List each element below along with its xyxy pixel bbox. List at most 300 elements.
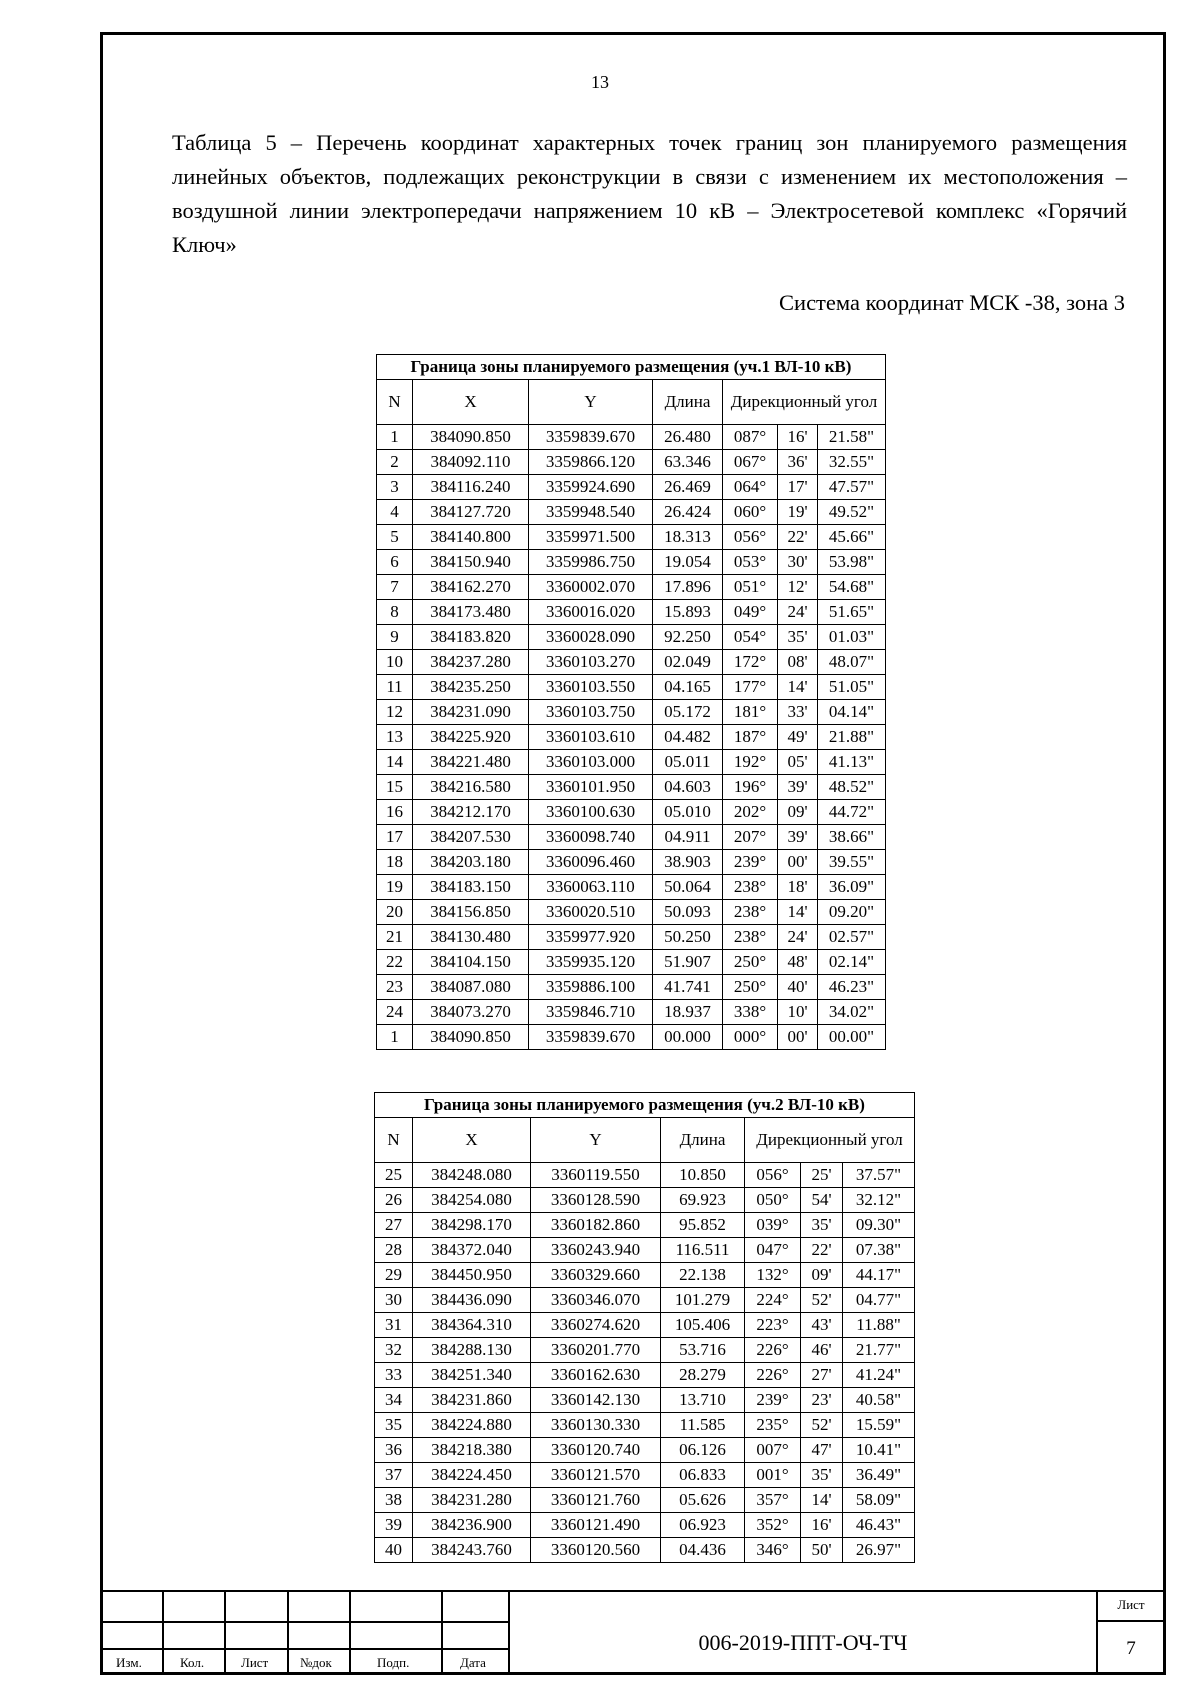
coord-y: 3359866.120 [529,450,653,475]
angle-degrees: 054° [723,625,778,650]
coord-x: 384236.900 [413,1513,531,1538]
segment-length: 02.049 [653,650,723,675]
angle-minutes: 35' [778,625,818,650]
coord-y: 3359986.750 [529,550,653,575]
table-row [375,1463,915,1488]
stamp-label-sheet: Лист [241,1655,269,1670]
angle-minutes: 00' [778,1025,818,1050]
coordinate-system-label: Система координат МСК -38, зона 3 [779,290,1125,315]
coord-y: 3360098.740 [529,825,653,850]
angle-degrees: 001° [745,1463,801,1488]
table-row [375,1513,915,1538]
coord-x: 384243.760 [413,1538,531,1563]
stamp-label-signature: Подп. [377,1655,410,1670]
header-angle: Дирекционный угол [745,1118,915,1163]
angle-degrees: 177° [723,675,778,700]
segment-length: 51.907 [653,950,723,975]
segment-length: 04.165 [653,675,723,700]
coord-y: 3360028.090 [529,625,653,650]
point-number: 28 [375,1238,413,1263]
table-row [377,900,886,925]
point-number: 16 [377,800,413,825]
coord-x: 384156.850 [413,900,529,925]
table-row [377,525,886,550]
angle-seconds: 37.57" [843,1163,915,1188]
table-caption: Таблица 5 – Перечень координат характерных точек границ зон планируемого размещения линейных объектов, подлежащих реконструкции в связи с изменением их местоположения – воздушной линии электропередачи напряжением 10 кВ – Электросетевой комплекс «Горячий Ключ» [172,130,1127,257]
angle-degrees: 357° [745,1488,801,1513]
table-row [375,1313,915,1338]
angle-degrees: 087° [723,425,778,450]
coord-x: 384140.800 [413,525,529,550]
segment-length: 53.716 [661,1338,745,1363]
angle-degrees: 056° [723,525,778,550]
table-row [377,875,886,900]
point-number: 1 [377,425,413,450]
table-row [375,1338,915,1363]
point-number: 12 [377,700,413,725]
table-row [377,775,886,800]
table-row [377,925,886,950]
coord-x: 384231.860 [413,1388,531,1413]
coord-x: 384254.080 [413,1188,531,1213]
coord-y: 3359846.710 [529,1000,653,1025]
coord-y: 3359839.670 [529,1025,653,1050]
point-number: 9 [377,625,413,650]
angle-seconds: 36.09" [818,875,886,900]
coord-x: 384183.150 [413,875,529,900]
angle-degrees: 239° [745,1388,801,1413]
angle-minutes: 43' [801,1313,843,1338]
coord-x: 384116.240 [413,475,529,500]
point-number: 2 [377,450,413,475]
coord-y: 3360329.660 [531,1263,661,1288]
angle-minutes: 10' [778,1000,818,1025]
coord-x: 384248.080 [413,1163,531,1188]
segment-length: 05.010 [653,800,723,825]
angle-minutes: 33' [778,700,818,725]
angle-seconds: 32.12" [843,1188,915,1213]
coord-x: 384212.170 [413,800,529,825]
segment-length: 19.054 [653,550,723,575]
segment-length: 26.469 [653,475,723,500]
angle-minutes: 09' [801,1263,843,1288]
coord-y: 3360120.560 [531,1538,661,1563]
angle-seconds: 48.52" [818,775,886,800]
point-number: 19 [377,875,413,900]
angle-degrees: 224° [745,1288,801,1313]
segment-length: 63.346 [653,450,723,475]
point-number: 1 [377,1025,413,1050]
coord-x: 384203.180 [413,850,529,875]
coord-x: 384235.250 [413,675,529,700]
angle-minutes: 50' [801,1538,843,1563]
coord-y: 3360346.070 [531,1288,661,1313]
table-row [377,1000,886,1025]
segment-length: 05.626 [661,1488,745,1513]
table-row [377,800,886,825]
angle-seconds: 36.49" [843,1463,915,1488]
angle-seconds: 07.38" [843,1238,915,1263]
table-row [377,950,886,975]
angle-seconds: 02.14" [818,950,886,975]
coord-y: 3360103.610 [529,725,653,750]
table-row [377,575,886,600]
point-number: 31 [375,1313,413,1338]
angle-minutes: 25' [801,1163,843,1188]
angle-degrees: 067° [723,450,778,475]
point-number: 13 [377,725,413,750]
point-number: 32 [375,1338,413,1363]
coord-y: 3360096.460 [529,850,653,875]
coord-x: 384364.310 [413,1313,531,1338]
header-angle: Дирекционный угол [723,380,886,425]
coord-x: 384224.880 [413,1413,531,1438]
coord-x: 384436.090 [413,1288,531,1313]
segment-length: 28.279 [661,1363,745,1388]
stamp-label-qty: Кол. [180,1655,205,1670]
angle-degrees: 187° [723,725,778,750]
angle-minutes: 16' [778,425,818,450]
angle-minutes: 16' [801,1513,843,1538]
segment-length: 04.436 [661,1538,745,1563]
table-row [377,1025,886,1050]
table-row [375,1263,915,1288]
table-row [375,1488,915,1513]
angle-degrees: 338° [723,1000,778,1025]
angle-degrees: 238° [723,925,778,950]
table-row [375,1163,915,1188]
table-row [377,425,886,450]
angle-seconds: 53.98" [818,550,886,575]
angle-seconds: 51.65" [818,600,886,625]
segment-length: 06.126 [661,1438,745,1463]
point-number: 17 [377,825,413,850]
point-number: 29 [375,1263,413,1288]
point-number: 15 [377,775,413,800]
point-number: 40 [375,1538,413,1563]
segment-length: 18.313 [653,525,723,550]
point-number: 25 [375,1163,413,1188]
coord-y: 3360201.770 [531,1338,661,1363]
coord-y: 3360120.740 [531,1438,661,1463]
angle-minutes: 52' [801,1288,843,1313]
header-x: X [413,380,529,425]
header-length: Длина [661,1118,745,1163]
segment-length: 26.424 [653,500,723,525]
point-number: 5 [377,525,413,550]
segment-length: 13.710 [661,1388,745,1413]
angle-seconds: 49.52" [818,500,886,525]
coordinates-table-1 [376,354,886,1050]
angle-seconds: 21.77" [843,1338,915,1363]
coord-x: 384207.530 [413,825,529,850]
angle-minutes: 19' [778,500,818,525]
coord-x: 384092.110 [413,450,529,475]
angle-minutes: 22' [801,1238,843,1263]
table-row [375,1413,915,1438]
segment-length: 101.279 [661,1288,745,1313]
table-row [375,1438,915,1463]
angle-seconds: 09.30" [843,1213,915,1238]
coord-x: 384183.820 [413,625,529,650]
angle-minutes: 24' [778,600,818,625]
point-number: 39 [375,1513,413,1538]
angle-seconds: 41.13" [818,750,886,775]
coord-x: 384450.950 [413,1263,531,1288]
header-y: Y [529,380,653,425]
point-number: 38 [375,1488,413,1513]
coord-x: 384090.850 [413,1025,529,1050]
angle-degrees: 039° [745,1213,801,1238]
point-number: 11 [377,675,413,700]
angle-minutes: 09' [778,800,818,825]
table-title: Граница зоны планируемого размещения (уч.1 ВЛ-10 кВ) [377,355,886,380]
header-x: X [413,1118,531,1163]
coord-x: 384231.280 [413,1488,531,1513]
coord-y: 3359935.120 [529,950,653,975]
coord-x: 384104.150 [413,950,529,975]
angle-seconds: 54.68" [818,575,886,600]
angle-degrees: 239° [723,850,778,875]
angle-seconds: 58.09" [843,1488,915,1513]
table-row [375,1213,915,1238]
point-number: 24 [377,1000,413,1025]
angle-seconds: 44.72" [818,800,886,825]
stamp-label-date: Дата [460,1655,486,1670]
point-number: 34 [375,1388,413,1413]
angle-minutes: 39' [778,775,818,800]
angle-seconds: 44.17" [843,1263,915,1288]
coord-y: 3359839.670 [529,425,653,450]
table-row [375,1388,915,1413]
document-code: 006-2019-ППТ-ОЧ-ТЧ [698,1630,908,1655]
segment-length: 50.093 [653,900,723,925]
header-n: N [377,380,413,425]
coord-y: 3359971.500 [529,525,653,550]
page-number: 13 [591,72,609,92]
coord-x: 384150.940 [413,550,529,575]
segment-length: 38.903 [653,850,723,875]
point-number: 23 [377,975,413,1000]
table-row [377,675,886,700]
angle-seconds: 04.14" [818,700,886,725]
angle-seconds: 21.88" [818,725,886,750]
angle-seconds: 48.07" [818,650,886,675]
angle-degrees: 064° [723,475,778,500]
angle-minutes: 30' [778,550,818,575]
angle-minutes: 18' [778,875,818,900]
angle-minutes: 24' [778,925,818,950]
angle-seconds: 01.03" [818,625,886,650]
angle-minutes: 17' [778,475,818,500]
angle-degrees: 226° [745,1363,801,1388]
coord-y: 3360002.070 [529,575,653,600]
angle-seconds: 41.24" [843,1363,915,1388]
angle-degrees: 192° [723,750,778,775]
table-row [377,825,886,850]
coord-y: 3359886.100 [529,975,653,1000]
point-number: 27 [375,1213,413,1238]
angle-seconds: 45.66" [818,525,886,550]
point-number: 8 [377,600,413,625]
angle-degrees: 181° [723,700,778,725]
sheet-label: Лист [1117,1597,1145,1612]
table-body [375,1163,915,1563]
table-body [377,425,886,1050]
angle-minutes: 05' [778,750,818,775]
angle-degrees: 235° [745,1413,801,1438]
coord-x: 384225.920 [413,725,529,750]
coord-x: 384127.720 [413,500,529,525]
coord-x: 384216.580 [413,775,529,800]
coord-y: 3360130.330 [531,1413,661,1438]
angle-minutes: 35' [801,1213,843,1238]
angle-minutes: 27' [801,1363,843,1388]
angle-minutes: 14' [778,900,818,925]
angle-seconds: 09.20" [818,900,886,925]
angle-degrees: 132° [745,1263,801,1288]
coord-y: 3360243.940 [531,1238,661,1263]
coord-y: 3360103.270 [529,650,653,675]
segment-length: 18.937 [653,1000,723,1025]
angle-degrees: 049° [723,600,778,625]
angle-seconds: 46.23" [818,975,886,1000]
segment-length: 04.603 [653,775,723,800]
point-number: 33 [375,1363,413,1388]
point-number: 4 [377,500,413,525]
coord-x: 384251.340 [413,1363,531,1388]
angle-seconds: 46.43" [843,1513,915,1538]
point-number: 18 [377,850,413,875]
angle-degrees: 051° [723,575,778,600]
segment-length: 06.923 [661,1513,745,1538]
point-number: 6 [377,550,413,575]
coord-x: 384237.280 [413,650,529,675]
angle-minutes: 22' [778,525,818,550]
table-row [377,750,886,775]
point-number: 37 [375,1463,413,1488]
coord-y: 3360016.020 [529,600,653,625]
coord-x: 384224.450 [413,1463,531,1488]
angle-seconds: 40.58" [843,1388,915,1413]
angle-degrees: 007° [745,1438,801,1463]
coord-y: 3360182.860 [531,1213,661,1238]
point-number: 21 [377,925,413,950]
coord-y: 3360162.630 [531,1363,661,1388]
angle-minutes: 40' [778,975,818,1000]
angle-seconds: 39.55" [818,850,886,875]
angle-degrees: 172° [723,650,778,675]
table-row [377,450,886,475]
coord-y: 3360119.550 [531,1163,661,1188]
segment-length: 11.585 [661,1413,745,1438]
table-row [377,500,886,525]
table-row [377,700,886,725]
angle-seconds: 38.66" [818,825,886,850]
table-row [375,1238,915,1263]
angle-seconds: 15.59" [843,1413,915,1438]
angle-minutes: 54' [801,1188,843,1213]
angle-minutes: 49' [778,725,818,750]
coord-y: 3360103.750 [529,700,653,725]
angle-minutes: 00' [778,850,818,875]
segment-length: 50.064 [653,875,723,900]
point-number: 10 [377,650,413,675]
coord-y: 3359948.540 [529,500,653,525]
angle-degrees: 238° [723,900,778,925]
point-number: 26 [375,1188,413,1213]
coord-y: 3360063.110 [529,875,653,900]
table-row [377,600,886,625]
angle-seconds: 21.58" [818,425,886,450]
coord-y: 3360274.620 [531,1313,661,1338]
angle-degrees: 196° [723,775,778,800]
coord-x: 384231.090 [413,700,529,725]
coord-x: 384087.080 [413,975,529,1000]
segment-length: 04.911 [653,825,723,850]
segment-length: 00.000 [653,1025,723,1050]
angle-degrees: 207° [723,825,778,850]
angle-degrees: 226° [745,1338,801,1363]
segment-length: 26.480 [653,425,723,450]
coord-x: 384288.130 [413,1338,531,1363]
coord-y: 3360020.510 [529,900,653,925]
coord-y: 3360128.590 [531,1188,661,1213]
coord-x: 384173.480 [413,600,529,625]
segment-length: 10.850 [661,1163,745,1188]
coord-y: 3359924.690 [529,475,653,500]
angle-degrees: 056° [745,1163,801,1188]
angle-seconds: 10.41" [843,1438,915,1463]
angle-seconds: 02.57" [818,925,886,950]
segment-length: 116.511 [661,1238,745,1263]
point-number: 20 [377,900,413,925]
angle-seconds: 34.02" [818,1000,886,1025]
header-y: Y [531,1118,661,1163]
angle-seconds: 00.00" [818,1025,886,1050]
angle-degrees: 060° [723,500,778,525]
coord-x: 384221.480 [413,750,529,775]
coord-y: 3360121.490 [531,1513,661,1538]
angle-degrees: 238° [723,875,778,900]
segment-length: 15.893 [653,600,723,625]
angle-degrees: 050° [745,1188,801,1213]
segment-length: 69.923 [661,1188,745,1213]
segment-length: 95.852 [661,1213,745,1238]
segment-length: 22.138 [661,1263,745,1288]
header-length: Длина [653,380,723,425]
table-row [375,1288,915,1313]
point-number: 35 [375,1413,413,1438]
table-row [377,975,886,1000]
angle-seconds: 11.88" [843,1313,915,1338]
table-row [377,725,886,750]
angle-degrees: 202° [723,800,778,825]
angle-minutes: 39' [778,825,818,850]
table-row [377,550,886,575]
table-row [377,625,886,650]
coord-x: 384218.380 [413,1438,531,1463]
coord-x: 384372.040 [413,1238,531,1263]
point-number: 22 [377,950,413,975]
table-row [375,1363,915,1388]
angle-seconds: 04.77" [843,1288,915,1313]
angle-minutes: 14' [778,675,818,700]
angle-degrees: 047° [745,1238,801,1263]
stamp-label-docnum: №док [300,1655,332,1670]
coord-x: 384298.170 [413,1213,531,1238]
angle-seconds: 47.57" [818,475,886,500]
